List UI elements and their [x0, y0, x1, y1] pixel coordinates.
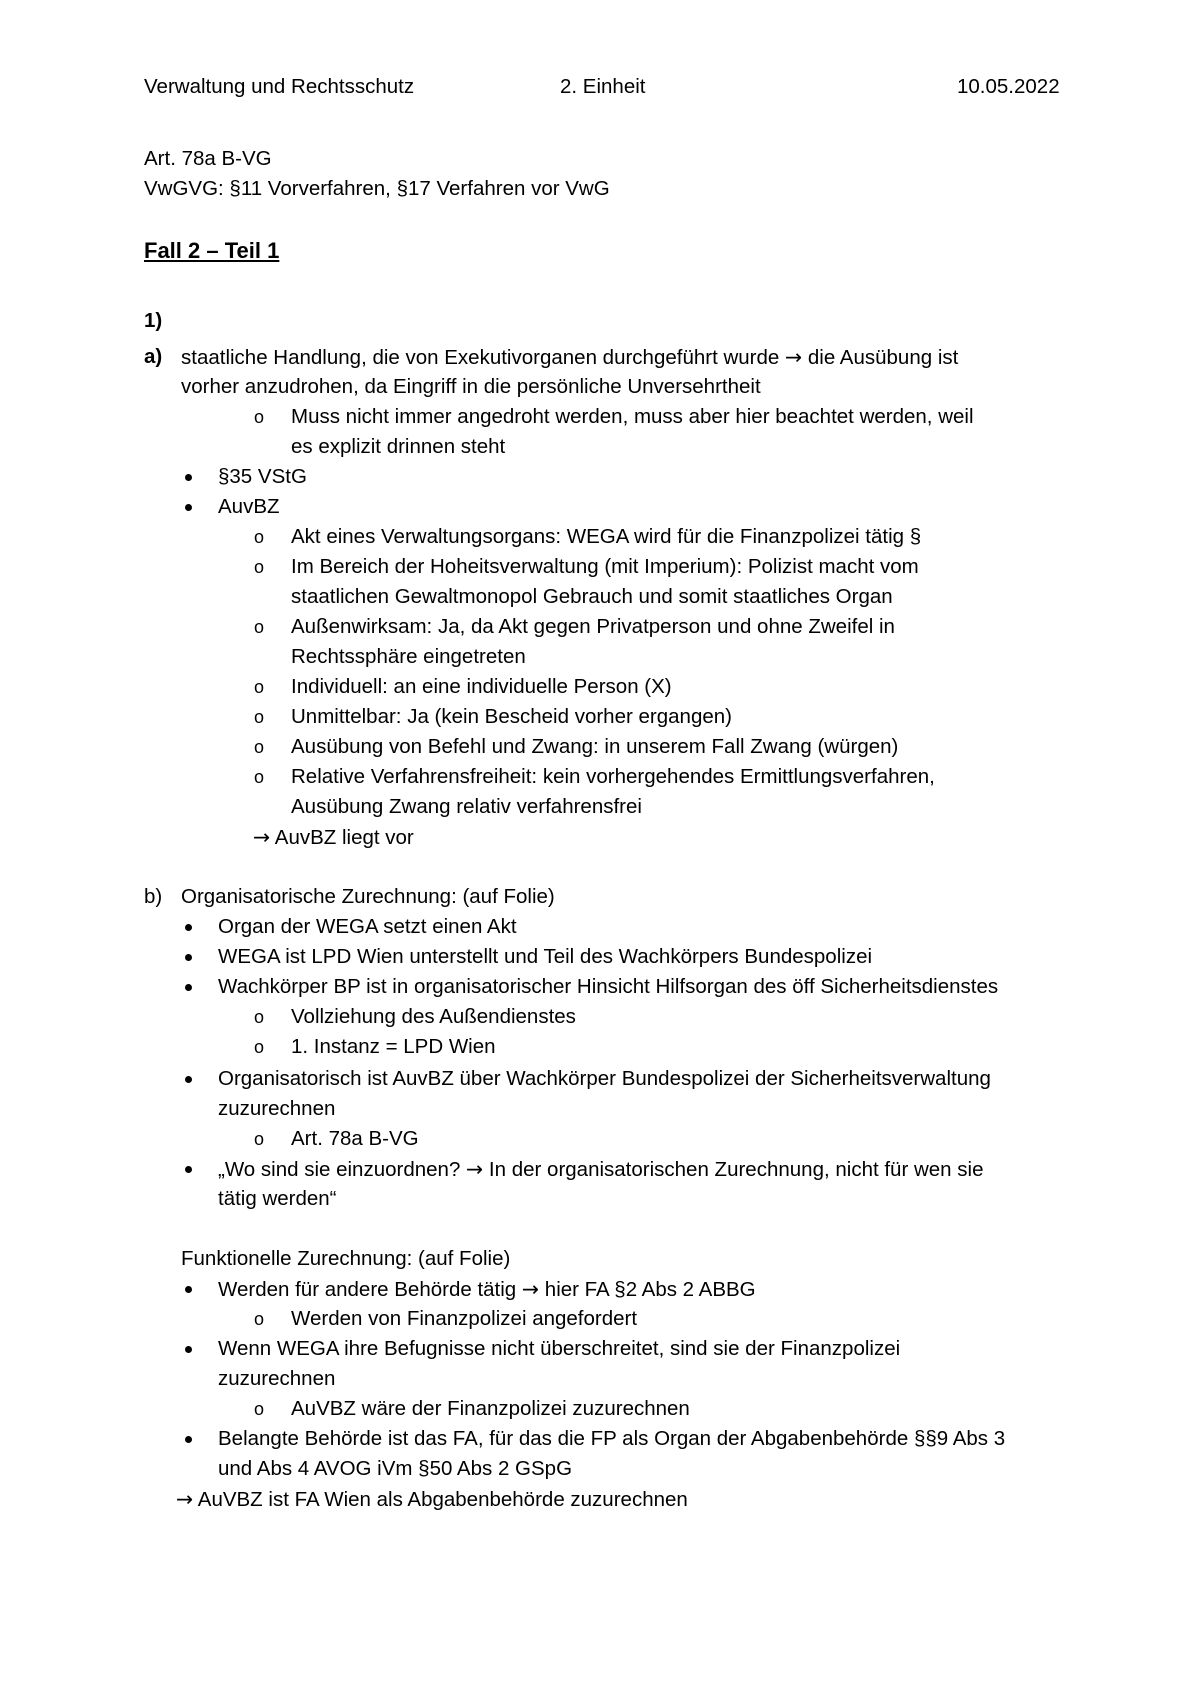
sub-bullet-icon: o — [254, 1129, 265, 1149]
sub-item: Werden von Finanzpolizei angefordert — [291, 1307, 638, 1330]
bullet-item-cont: zuzurechnen — [218, 1097, 336, 1120]
ref-line: VwGVG: §11 Vorverfahren, §17 Verfahren vor VwG — [144, 177, 610, 200]
bullet-item: „Wo sind sie einzuordnen? → In der organisatorischen Zurechnung, nicht für wen sie — [218, 1157, 984, 1181]
bullet-icon — [185, 1436, 192, 1443]
sub-bullet-icon: o — [254, 407, 265, 427]
sub-item-cont: Ausübung Zwang relativ verfahrensfrei — [291, 795, 642, 818]
header-course: Verwaltung und Rechtsschutz — [144, 75, 415, 98]
bullet-icon — [185, 924, 192, 931]
sub-item: Relative Verfahrensfreiheit: kein vorhergehendes Ermittlungsverfahren, — [291, 765, 935, 788]
sub-bullet-icon: o — [254, 737, 265, 757]
bullet-icon — [185, 954, 192, 961]
org-heading: Organisatorische Zurechnung: (auf Folie) — [181, 885, 555, 908]
header-date: 10.05.2022 — [957, 75, 1060, 98]
sub-item-cont: Rechtssphäre eingetreten — [291, 645, 526, 668]
bullet-icon — [185, 1346, 192, 1353]
arrow-right-icon: → — [466, 1157, 484, 1181]
bullet-item-cont: zuzurechnen — [218, 1367, 336, 1390]
sub-bullet-icon: o — [254, 1399, 265, 1419]
part-a-conclusion: → AuvBZ liegt vor — [253, 825, 414, 849]
sub-item: Individuell: an eine individuelle Person (X) — [291, 675, 672, 698]
bullet-item: AuvBZ — [218, 495, 280, 518]
bullet-item: Organisatorisch ist AuvBZ über Wachkörper Bundespolizei der Sicherheitsverwaltung — [218, 1067, 991, 1090]
arrow-right-icon: → — [785, 345, 803, 369]
sub-item-cont: es explizit drinnen steht — [291, 435, 506, 458]
sub-bullet-icon: o — [254, 707, 265, 727]
bullet-item: Organ der WEGA setzt einen Akt — [218, 915, 517, 938]
sub-item: Außenwirksam: Ja, da Akt gegen Privatperson und ohne Zweifel in — [291, 615, 895, 638]
case-title: Fall 2 – Teil 1 — [144, 238, 280, 263]
sub-item: Art. 78a B-VG — [291, 1127, 419, 1150]
bullet-item: WEGA ist LPD Wien unterstellt und Teil des Wachkörpers Bundespolizei — [218, 945, 873, 968]
sub-item: Vollziehung des Außendienstes — [291, 1005, 576, 1028]
sub-item: Akt eines Verwaltungsorgans: WEGA wird für die Finanzpolizei tätig § — [291, 525, 922, 548]
part-b-label: b) — [144, 885, 163, 908]
arrow-right-icon: → — [521, 1277, 540, 1301]
sub-bullet-icon: o — [254, 617, 265, 637]
sub-item: Im Bereich der Hoheitsverwaltung (mit Imperium): Polizist macht vom — [291, 555, 919, 578]
sub-bullet-icon: o — [254, 1309, 265, 1329]
sub-bullet-icon: o — [254, 767, 265, 787]
sub-item: 1. Instanz = LPD Wien — [291, 1035, 496, 1058]
part-b-conclusion: → AuVBZ ist FA Wien als Abgabenbehörde zuzurechnen — [176, 1487, 688, 1511]
sub-item: Ausübung von Befehl und Zwang: in unserem Fall Zwang (würgen) — [291, 735, 899, 758]
sub-bullet-icon: o — [254, 527, 265, 547]
sub-item: AuVBZ wäre der Finanzpolizei zuzurechnen — [291, 1397, 690, 1420]
sub-bullet-icon: o — [254, 557, 265, 577]
bullet-item-cont: und Abs 4 AVOG iVm §50 Abs 2 GSpG — [218, 1457, 573, 1480]
bullet-item: Wachkörper BP ist in organisatorischer Hinsicht Hilfsorgan des öff Sicherheitsdienstes — [218, 975, 999, 998]
part-a-intro: staatliche Handlung, die von Exekutivorganen durchgeführt wurde → die Ausübung ist — [181, 345, 959, 369]
sub-item-cont: staatlichen Gewaltmonopol Gebrauch und somit staatliches Organ — [291, 585, 893, 608]
question-number: 1) — [144, 309, 163, 332]
bullet-item: Belangte Behörde ist das FA, für das die FP als Organ der Abgabenbehörde §§9 Abs 3 — [218, 1427, 1006, 1450]
part-a-label: a) — [144, 345, 163, 368]
bullet-item: Werden für andere Behörde tätig → hier FA §2 Abs 2 ABBG — [218, 1277, 756, 1301]
sub-item: Muss nicht immer angedroht werden, muss aber hier beachtet werden, weil — [291, 405, 974, 428]
bullet-item: Wenn WEGA ihre Befugnisse nicht überschreitet, sind sie der Finanzpolizei — [218, 1337, 901, 1360]
bullet-item: §35 VStG — [218, 465, 307, 488]
func-heading: Funktionelle Zurechnung: (auf Folie) — [181, 1247, 511, 1270]
bullet-icon — [185, 1076, 192, 1083]
arrow-right-icon: → — [176, 1487, 194, 1511]
bullet-icon — [185, 1166, 192, 1173]
arrow-right-icon: → — [253, 825, 271, 849]
bullet-icon — [185, 984, 192, 991]
bullet-item-cont: tätig werden“ — [218, 1187, 337, 1210]
bullet-icon — [185, 504, 192, 511]
ref-line: Art. 78a B-VG — [144, 147, 272, 170]
bullet-icon — [185, 1286, 192, 1293]
sub-bullet-icon: o — [254, 677, 265, 697]
sub-item: Unmittelbar: Ja (kein Bescheid vorher ergangen) — [291, 705, 732, 728]
sub-bullet-icon: o — [254, 1037, 265, 1057]
header-unit: 2. Einheit — [560, 75, 646, 98]
bullet-icon — [185, 474, 192, 481]
sub-bullet-icon: o — [254, 1007, 265, 1027]
part-a-intro-cont: vorher anzudrohen, da Eingriff in die persönliche Unversehrtheit — [181, 375, 761, 398]
